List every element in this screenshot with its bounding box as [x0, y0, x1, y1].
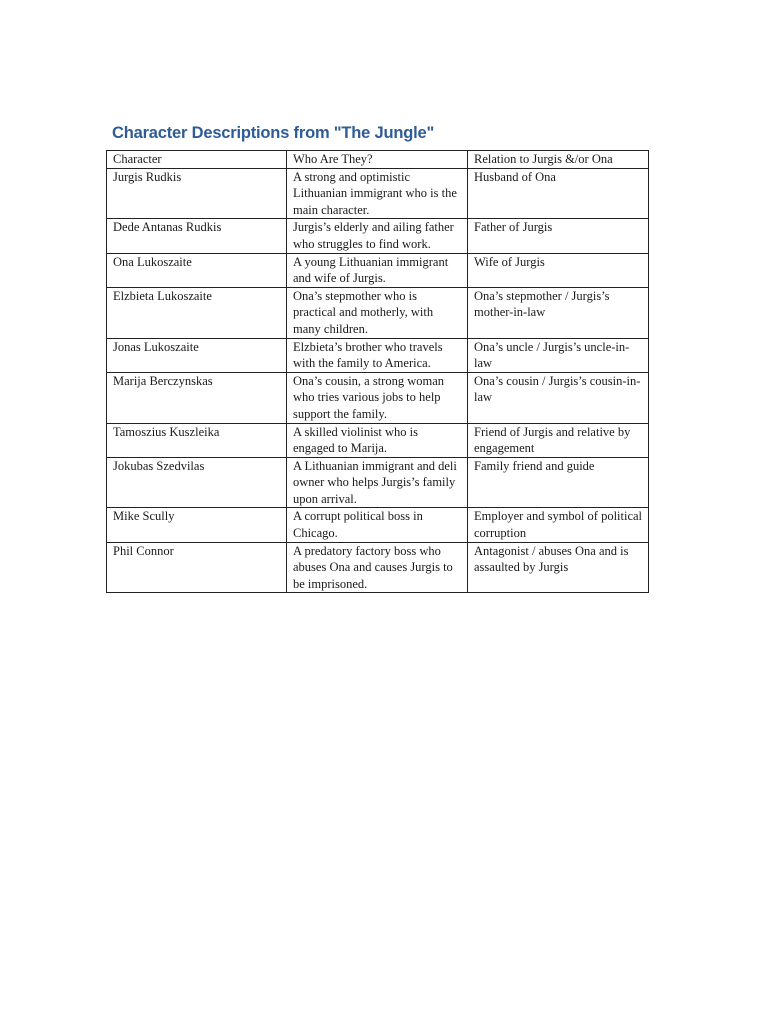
page-title: Character Descriptions from "The Jungle"	[112, 124, 435, 142]
header-relation: Relation to Jurgis &/or Ona	[468, 151, 649, 169]
table-row	[107, 542, 649, 593]
table-row	[107, 253, 649, 287]
character-relation: Employer and symbol of political corruption	[468, 508, 649, 542]
table-header-row	[107, 151, 649, 169]
character-name: Jokubas Szedvilas	[107, 457, 287, 508]
character-description: Ona’s cousin, a strong woman who tries various jobs to help support the family.	[287, 372, 468, 423]
character-relation: Antagonist / abuses Ona and is assaulted by Jurgis	[468, 542, 649, 593]
character-description: A strong and optimistic Lithuanian immigrant who is the main character.	[287, 168, 468, 219]
character-name: Phil Connor	[107, 542, 287, 593]
table-row	[107, 338, 649, 372]
table-row	[107, 219, 649, 253]
character-description: Elzbieta’s brother who travels with the family to America.	[287, 338, 468, 372]
character-name: Elzbieta Lukoszaite	[107, 287, 287, 338]
character-description: A Lithuanian immigrant and deli owner who helps Jurgis’s family upon arrival.	[287, 457, 468, 508]
table-row	[107, 508, 649, 542]
character-description: A predatory factory boss who abuses Ona and causes Jurgis to be imprisoned.	[287, 542, 468, 593]
character-relation: Ona’s stepmother / Jurgis’s mother-in-law	[468, 287, 649, 338]
character-description: A young Lithuanian immigrant and wife of Jurgis.	[287, 253, 468, 287]
header-character: Character	[107, 151, 287, 169]
character-name: Tamoszius Kuszleika	[107, 423, 287, 457]
table-row	[107, 457, 649, 508]
character-description: A skilled violinist who is engaged to Marija.	[287, 423, 468, 457]
table-row	[107, 423, 649, 457]
character-relation: Ona’s uncle / Jurgis’s uncle-in-law	[468, 338, 649, 372]
table-row	[107, 372, 649, 423]
character-name: Mike Scully	[107, 508, 287, 542]
character-name: Marija Berczynskas	[107, 372, 287, 423]
character-relation: Husband of Ona	[468, 168, 649, 219]
table-row	[107, 168, 649, 219]
character-relation: Family friend and guide	[468, 457, 649, 508]
character-relation: Ona’s cousin / Jurgis’s cousin-in-law	[468, 372, 649, 423]
character-name: Jonas Lukoszaite	[107, 338, 287, 372]
header-who-are-they: Who Are They?	[287, 151, 468, 169]
character-description: A corrupt political boss in Chicago.	[287, 508, 468, 542]
character-name: Ona Lukoszaite	[107, 253, 287, 287]
character-table	[106, 150, 649, 593]
character-description: Ona’s stepmother who is practical and motherly, with many children.	[287, 287, 468, 338]
character-name: Dede Antanas Rudkis	[107, 219, 287, 253]
character-relation: Friend of Jurgis and relative by engagement	[468, 423, 649, 457]
character-relation: Father of Jurgis	[468, 219, 649, 253]
character-relation: Wife of Jurgis	[468, 253, 649, 287]
character-description: Jurgis’s elderly and ailing father who struggles to find work.	[287, 219, 468, 253]
table-row	[107, 287, 649, 338]
character-name: Jurgis Rudkis	[107, 168, 287, 219]
